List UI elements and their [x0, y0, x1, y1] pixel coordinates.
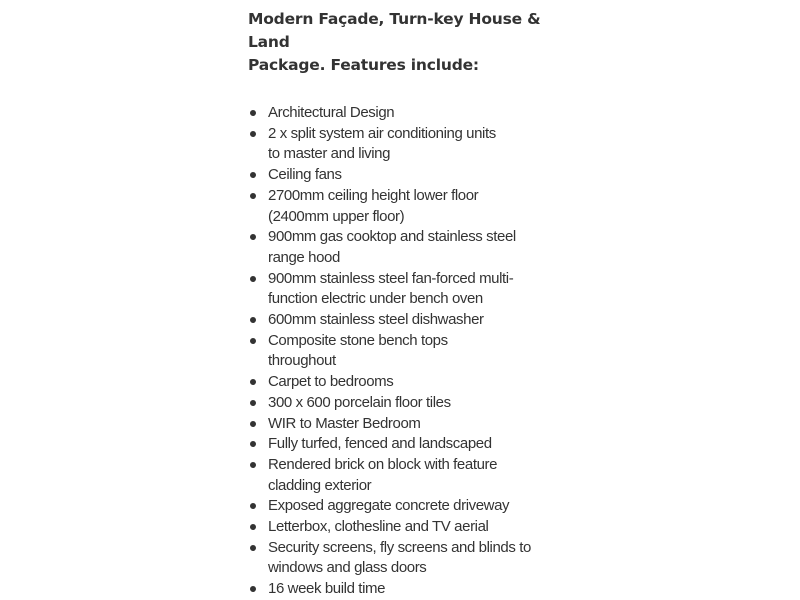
bullet-icon: [250, 110, 256, 116]
heading-line-1: Modern Façade, Turn-key House & Land: [248, 10, 541, 51]
feature-list-item: [248, 165, 568, 186]
feature-text: [268, 124, 568, 165]
feature-text-line: Security screens, fly screens and blinds to: [268, 538, 531, 556]
feature-text: [268, 414, 568, 435]
feature-list-item: [248, 124, 568, 165]
feature-text-line: cladding exterior: [268, 476, 372, 494]
feature-text-line: 2700mm ceiling height lower floor: [268, 186, 479, 204]
feature-text-line: 900mm gas cooktop and stainless steel: [268, 228, 516, 246]
feature-text: [268, 538, 568, 579]
feature-list-item: [248, 496, 568, 517]
feature-list-item: [248, 393, 568, 414]
feature-text-line: Rendered brick on block with feature: [268, 455, 498, 473]
feature-text: [268, 310, 568, 331]
feature-text-line: windows and glass doors: [268, 559, 427, 577]
feature-text: [268, 165, 568, 186]
feature-text-line: 600mm stainless steel dishwasher: [268, 311, 484, 329]
feature-text-line: 900mm stainless steel fan-forced multi-: [268, 269, 514, 287]
feature-text: [268, 372, 568, 393]
feature-list-item: [248, 331, 568, 372]
document-heading: [248, 8, 568, 77]
feature-list-item: [248, 538, 568, 579]
feature-text-line: Fully turfed, fenced and landscaped: [268, 435, 492, 453]
feature-list-item: [248, 227, 568, 268]
bullet-icon: [250, 379, 256, 385]
feature-list-item: [248, 414, 568, 435]
feature-text-line: WIR to Master Bedroom: [268, 414, 421, 432]
feature-text: [268, 455, 568, 496]
bullet-icon: [250, 234, 256, 240]
feature-text-line: Exposed aggregate concrete driveway: [268, 497, 510, 515]
feature-text-line: Ceiling fans: [268, 166, 342, 184]
bullet-icon: [250, 338, 256, 344]
feature-text-line: Letterbox, clothesline and TV aerial: [268, 518, 489, 536]
bullet-icon: [250, 317, 256, 323]
bullet-icon: [250, 503, 256, 509]
feature-text: [268, 269, 568, 310]
feature-text: [268, 434, 568, 455]
feature-text: [268, 331, 568, 372]
feature-text-line: Composite stone bench tops: [268, 331, 448, 349]
bullet-icon: [250, 524, 256, 530]
feature-text: [268, 579, 568, 600]
feature-list-item: [248, 579, 568, 600]
bullet-icon: [250, 545, 256, 551]
feature-text-line: 300 x 600 porcelain floor tiles: [268, 393, 451, 411]
bullet-icon: [250, 441, 256, 447]
feature-list-item: [248, 455, 568, 496]
feature-text: [268, 186, 568, 227]
feature-text-line: Architectural Design: [268, 104, 395, 121]
bullet-icon: [250, 172, 256, 178]
feature-text: [268, 103, 568, 124]
bullet-icon: [250, 276, 256, 282]
feature-list-item: [248, 372, 568, 393]
feature-list-item: [248, 103, 568, 124]
feature-text-line: to master and living: [268, 145, 391, 163]
bullet-icon: [250, 400, 256, 406]
feature-text-line: 2 x split system air conditioning units: [268, 124, 496, 142]
bullet-icon: [250, 462, 256, 468]
feature-text-line: Carpet to bedrooms: [268, 373, 394, 391]
feature-list-item: [248, 310, 568, 331]
bullet-icon: [250, 421, 256, 427]
feature-text-line: throughout: [268, 352, 336, 370]
heading-line-2: Package. Features include:: [248, 56, 479, 74]
feature-text-line: 16 week build time: [268, 580, 386, 598]
feature-text-line: function electric under bench oven: [268, 290, 483, 308]
bullet-icon: [250, 193, 256, 199]
feature-list-item: [248, 186, 568, 227]
features-document: [248, 8, 568, 600]
feature-text: [268, 227, 568, 268]
feature-text: [268, 517, 568, 538]
feature-text-line: (2400mm upper floor): [268, 207, 405, 225]
bullet-icon: [250, 131, 256, 137]
feature-list: [248, 103, 568, 600]
feature-list-item: [248, 269, 568, 310]
feature-text: [268, 496, 568, 517]
feature-list-item: [248, 517, 568, 538]
feature-text: [268, 393, 568, 414]
bullet-icon: [250, 586, 256, 592]
feature-text-line: range hood: [268, 248, 340, 266]
feature-list-item: [248, 434, 568, 455]
